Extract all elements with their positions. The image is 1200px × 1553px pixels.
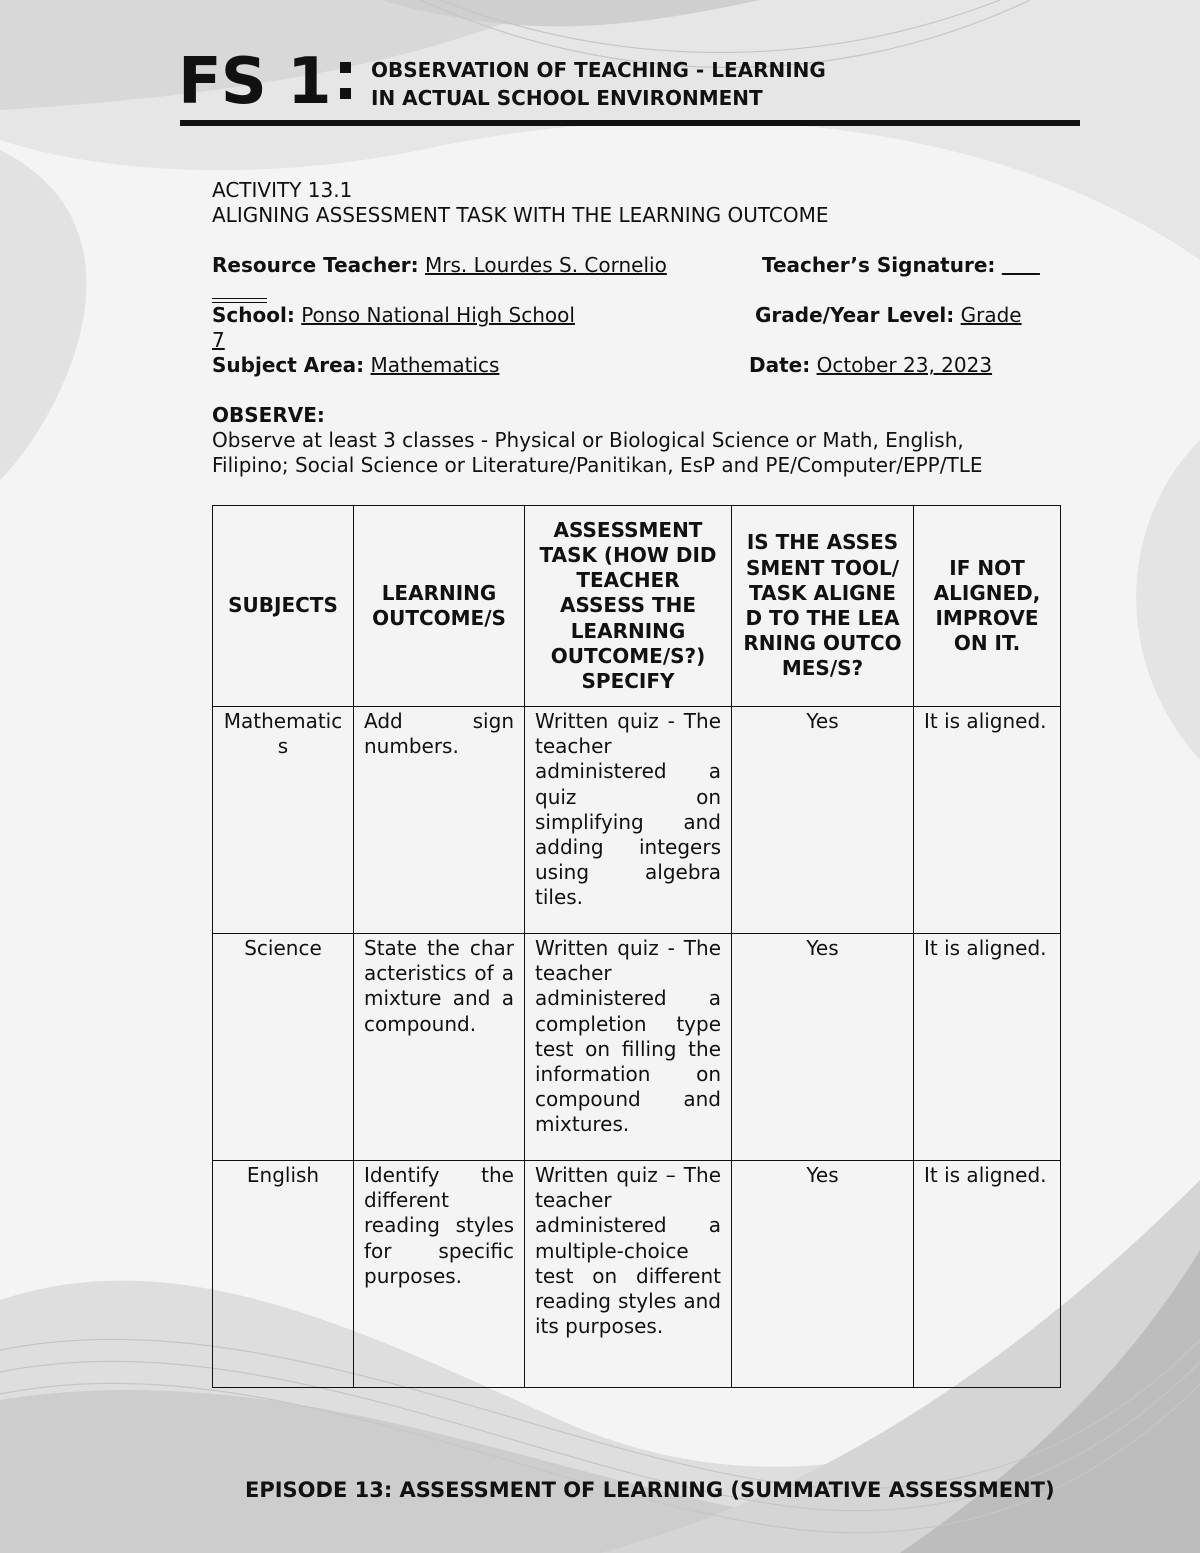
activity-title: ALIGNING ASSESSMENT TASK WITH THE LEARNING OUTCOME <box>212 203 829 227</box>
outcome-cell: Add sign numbers. <box>354 707 525 934</box>
subject-cell: English <box>213 1161 354 1388</box>
signature-label: Teacher’s Signature: <box>762 253 996 277</box>
colon-mark <box>338 62 352 106</box>
header-rule <box>180 120 1080 126</box>
resource-teacher-row <box>212 253 1060 278</box>
task-cell: Written quiz - The teacher administered a completion type test on filling the information on compound and mixtures. <box>525 934 732 1161</box>
date-value: October 23, 2023 <box>816 353 993 377</box>
date-label: Date: <box>749 353 811 377</box>
outcome-cell: State the characteristics of a mixture and a compound. <box>354 934 525 1161</box>
observe-line1: Observe at least 3 classes - Physical or Biological Science or Math, English, <box>212 428 964 452</box>
observation-table <box>212 505 1061 1388</box>
header-aligned: IS THE ASSESSMENT TOOL/TASK ALIGNED TO THE LEARNING OUTCOMES/S? <box>732 506 914 707</box>
subject-label: Subject Area: <box>212 353 365 377</box>
subject-value: Mathematics <box>370 353 500 377</box>
signature-line-cont <box>212 278 1060 303</box>
header-learning-outcome: LEARNING OUTCOME/S <box>354 506 525 707</box>
grade-label: Grade/Year Level: <box>755 303 955 327</box>
header-subtitle-line2: IN ACTUAL SCHOOL ENVIRONMENT <box>371 86 763 110</box>
subject-cell: Science <box>213 934 354 1161</box>
header-subtitle-line1: OBSERVATION OF TEACHING - LEARNING <box>371 58 826 82</box>
aligned-cell: Yes <box>732 707 914 934</box>
table-row <box>213 1161 1061 1388</box>
signature-line <box>1002 253 1040 277</box>
aligned-cell: Yes <box>732 1161 914 1388</box>
school-label: School: <box>212 303 295 327</box>
aligned-cell: Yes <box>732 934 914 1161</box>
signature-field <box>762 253 1040 278</box>
resource-teacher-value: Mrs. Lourdes S. Cornelio <box>425 253 667 277</box>
fs-badge: FS 1 <box>178 45 331 119</box>
subject-row <box>212 353 1060 378</box>
header-subjects: SUBJECTS <box>213 506 354 707</box>
grade-row-cont <box>212 328 1060 353</box>
episode-footer: EPISODE 13: ASSESSMENT OF LEARNING (SUMMATIVE ASSESSMENT) <box>245 1478 1055 1502</box>
document-body <box>212 178 1060 478</box>
task-cell: Written quiz - The teacher administered a quiz on simplifying and adding integers using algebra tiles. <box>525 707 732 934</box>
header-improve: IF NOT ALIGNED, IMPROVE ON IT. <box>914 506 1061 707</box>
header-subtitle <box>371 56 826 112</box>
improve-cell: It is aligned. <box>914 707 1061 934</box>
date-field <box>749 353 992 378</box>
grade-value-cont: 7 <box>212 328 225 352</box>
grade-field <box>755 303 1022 328</box>
observe-line2: Filipino; Social Science or Literature/Panitikan, EsP and PE/Computer/EPP/TLE <box>212 453 983 477</box>
task-cell: Written quiz – The teacher administered a multiple-choice test on different reading styles and its purposes. <box>525 1161 732 1388</box>
school-value: Ponso National High School <box>301 303 575 327</box>
table-row <box>213 707 1061 934</box>
activity-number: ACTIVITY 13.1 <box>212 178 353 202</box>
header-assessment-task: ASSESSMENT TASK (HOW DID TEACHER ASSESS THE LEARNING OUTCOME/S?) SPECIFY <box>525 506 732 707</box>
grade-value: Grade <box>960 303 1022 327</box>
school-row <box>212 303 1060 328</box>
observe-label: OBSERVE: <box>212 403 325 427</box>
resource-teacher-label: Resource Teacher: <box>212 253 419 277</box>
improve-cell: It is aligned. <box>914 1161 1061 1388</box>
subject-cell: Mathematics <box>213 707 354 934</box>
table-header-row <box>213 506 1061 707</box>
outcome-cell: Identify the different reading styles for specific purposes. <box>354 1161 525 1388</box>
table-row <box>213 934 1061 1161</box>
improve-cell: It is aligned. <box>914 934 1061 1161</box>
